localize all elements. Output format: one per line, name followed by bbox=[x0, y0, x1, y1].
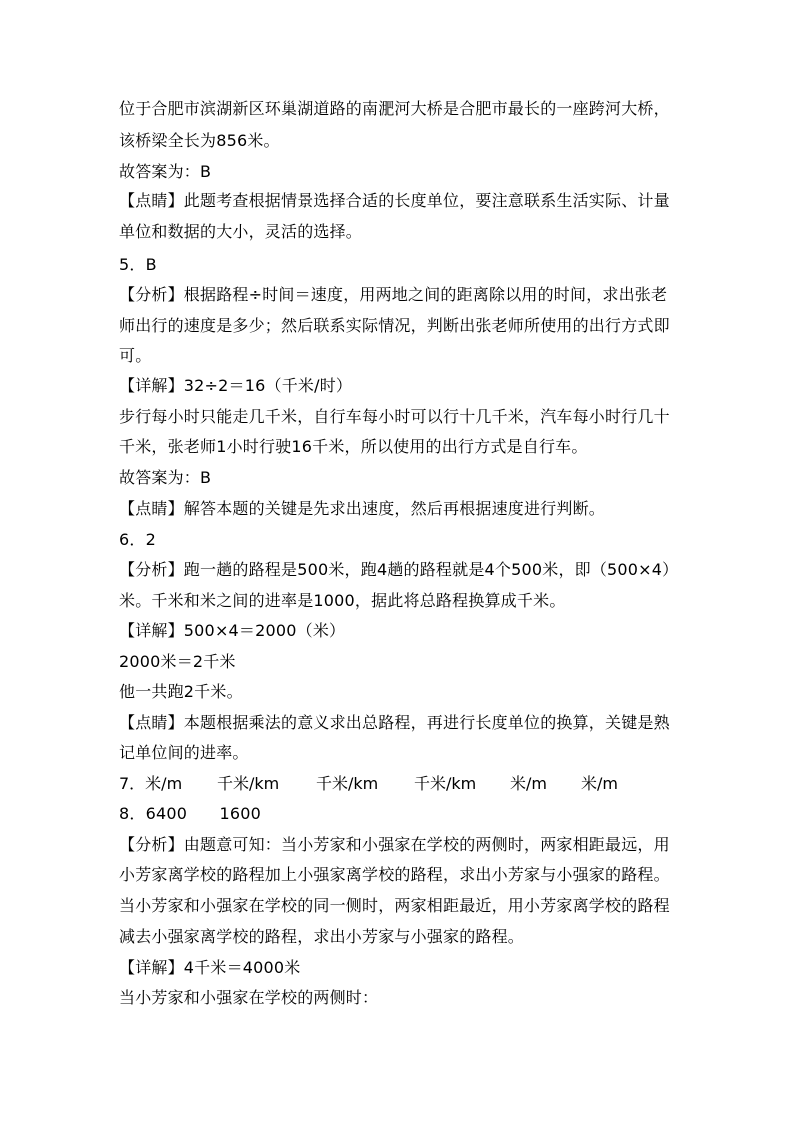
question-7-answer: 米/m bbox=[510, 774, 547, 793]
text-line: 小芳家离学校的路程加上小强家离学校的路程，求出小芳家与小强家的路程。 bbox=[119, 865, 670, 884]
text-line: 米。千米和米之间的进率是1000，据此将总路程换算成千米。 bbox=[119, 591, 566, 610]
text-line: 单位和数据的大小，灵活的选择。 bbox=[119, 222, 363, 241]
text-line: 【详解】32÷2＝16（千米/时） bbox=[119, 376, 353, 395]
text-line: 减去小强家离学校的路程，求出小芳家与小强家的路程。 bbox=[119, 927, 525, 946]
question-7-answer: 千米/km bbox=[316, 774, 379, 793]
text-line: 【点睛】此题考查根据情景选择合适的长度单位，要注意联系生活实际、计量 bbox=[119, 191, 670, 210]
text-line: 【分析】由题意可知：当小芳家和小强家在学校的两侧时，两家相距最远，用 bbox=[119, 835, 670, 854]
text-line: 记单位间的进率。 bbox=[119, 743, 249, 762]
text-line: 步行每小时只能走几千米，自行车每小时可以行十几千米，汽车每小时行几十 bbox=[119, 407, 670, 426]
text-line: 【点睛】解答本题的关键是先求出速度，然后再根据速度进行判断。 bbox=[119, 499, 606, 518]
text-line: 该桥梁全长为856米。 bbox=[119, 131, 280, 150]
question-7-number: 7．米/m bbox=[119, 774, 183, 793]
text-line: 【点睛】本题根据乘法的意义求出总路程，再进行长度单位的换算，关键是熟 bbox=[119, 713, 670, 732]
question-7-answer: 千米/km bbox=[217, 774, 280, 793]
text-line: 8．6400 1600 bbox=[119, 804, 262, 823]
text-line: 他一共跑2千米。 bbox=[119, 682, 243, 701]
text-line: 当小芳家和小强家在学校的同一侧时，两家相距最近，用小芳家离学校的路程 bbox=[119, 896, 670, 915]
text-line: 当小芳家和小强家在学校的两侧时： bbox=[119, 988, 379, 1007]
text-line: 【分析】根据路程÷时间＝速度，用两地之间的距离除以用的时间，求出张老 bbox=[119, 285, 668, 304]
question-7-answer: 米/m bbox=[581, 774, 618, 793]
text-line: 可。 bbox=[119, 346, 152, 365]
question-7-answer: 千米/km bbox=[414, 774, 477, 793]
text-line: 5．B bbox=[119, 255, 157, 274]
text-line: 位于合肥市滨湖新区环巢湖道路的南淝河大桥是合肥市最长的一座跨河大桥， bbox=[119, 99, 670, 118]
text-line: 师出行的速度是多少；然后联系实际情况，判断出张老师所使用的出行方式即 bbox=[119, 316, 670, 335]
text-line: 故答案为：B bbox=[119, 162, 212, 181]
text-line: 6．2 bbox=[119, 530, 156, 549]
text-line: 千米，张老师1小时行驶16千米，所以使用的出行方式是自行车。 bbox=[119, 437, 588, 456]
text-line: 【详解】4千米＝4000米 bbox=[119, 958, 301, 977]
text-line: 2000米＝2千米 bbox=[119, 652, 236, 671]
text-line: 【分析】跑一趟的路程是500米，跑4趟的路程就是4个500米，即（500×4） bbox=[119, 560, 679, 579]
text-line: 故答案为：B bbox=[119, 468, 212, 487]
text-line: 【详解】500×4＝2000（米） bbox=[119, 621, 346, 640]
